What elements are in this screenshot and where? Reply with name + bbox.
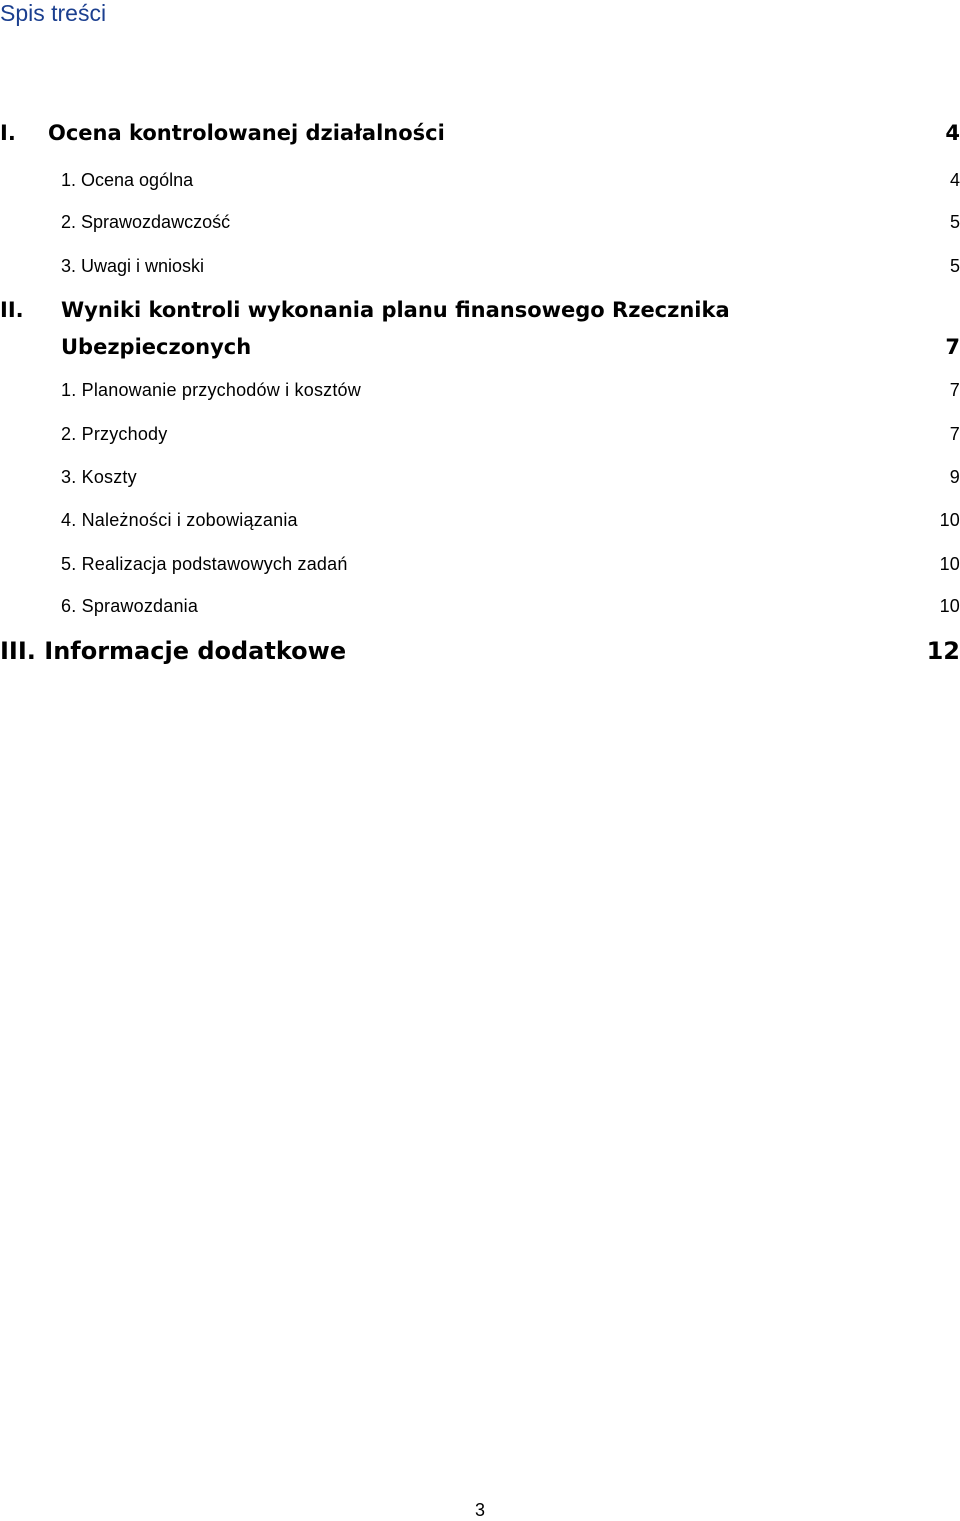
- toc-page-number: 7: [949, 380, 960, 400]
- toc-entry-label: 1. Ocena ogólna: [61, 170, 194, 190]
- toc-entry-label: 4. Należności i zobowiązania: [61, 510, 298, 530]
- toc-entry-label: 1. Planowanie przychodów i kosztów: [61, 380, 361, 400]
- toc-page-number: 10: [939, 596, 960, 616]
- toc-entry[interactable]: [61, 424, 960, 445]
- toc-entry-section-2-line2[interactable]: [61, 335, 960, 359]
- toc-page-number: 7: [945, 335, 960, 359]
- page-number: 3: [474, 1500, 485, 1520]
- toc-entry-section-1[interactable]: [0, 121, 960, 145]
- toc-title: Spis treści: [0, 0, 107, 26]
- toc-page-number: 9: [949, 467, 960, 487]
- toc-page-number: 12: [926, 637, 960, 665]
- toc-entry[interactable]: [61, 596, 960, 617]
- toc-entry-section-2-line1[interactable]: [0, 298, 730, 322]
- toc-section-number: I.: [0, 121, 16, 145]
- toc-section-number: II.: [0, 298, 24, 322]
- toc-entry[interactable]: [61, 256, 960, 277]
- toc-entry[interactable]: [61, 212, 960, 233]
- toc-entry-label: 6. Sprawozdania: [61, 596, 199, 616]
- toc-page-number: 5: [949, 256, 960, 276]
- toc-entry-label: 2. Sprawozdawczość: [61, 212, 231, 232]
- toc-entry-label: 5. Realizacja podstawowych zadań: [61, 554, 348, 574]
- toc-entry-section-3[interactable]: [0, 637, 960, 665]
- toc-entry-label: 3. Koszty: [61, 467, 137, 487]
- toc-entry-label: Ubezpieczonych: [61, 335, 252, 359]
- toc-page-number: 4: [949, 170, 960, 190]
- toc-entry[interactable]: [61, 554, 960, 575]
- toc-entry[interactable]: [61, 170, 960, 191]
- toc-page-number: 5: [949, 212, 960, 232]
- toc-entry-label: 3. Uwagi i wnioski: [61, 256, 205, 276]
- toc-entry-label: III. Informacje dodatkowe: [0, 637, 347, 665]
- toc-entry[interactable]: [61, 467, 960, 488]
- toc-page-number: 10: [939, 510, 960, 530]
- toc-page-number: 4: [945, 121, 960, 145]
- toc-entry-label: 2. Przychody: [61, 424, 168, 444]
- toc-entry-label: Ocena kontrolowanej działalności: [48, 121, 445, 145]
- toc-entry[interactable]: [61, 380, 960, 401]
- toc-entry[interactable]: [61, 510, 960, 531]
- toc-page-number: 7: [949, 424, 960, 444]
- toc-entry-label: Wyniki kontroli wykonania planu finansowego Rzecznika: [61, 298, 730, 322]
- toc-page-number: 10: [939, 554, 960, 574]
